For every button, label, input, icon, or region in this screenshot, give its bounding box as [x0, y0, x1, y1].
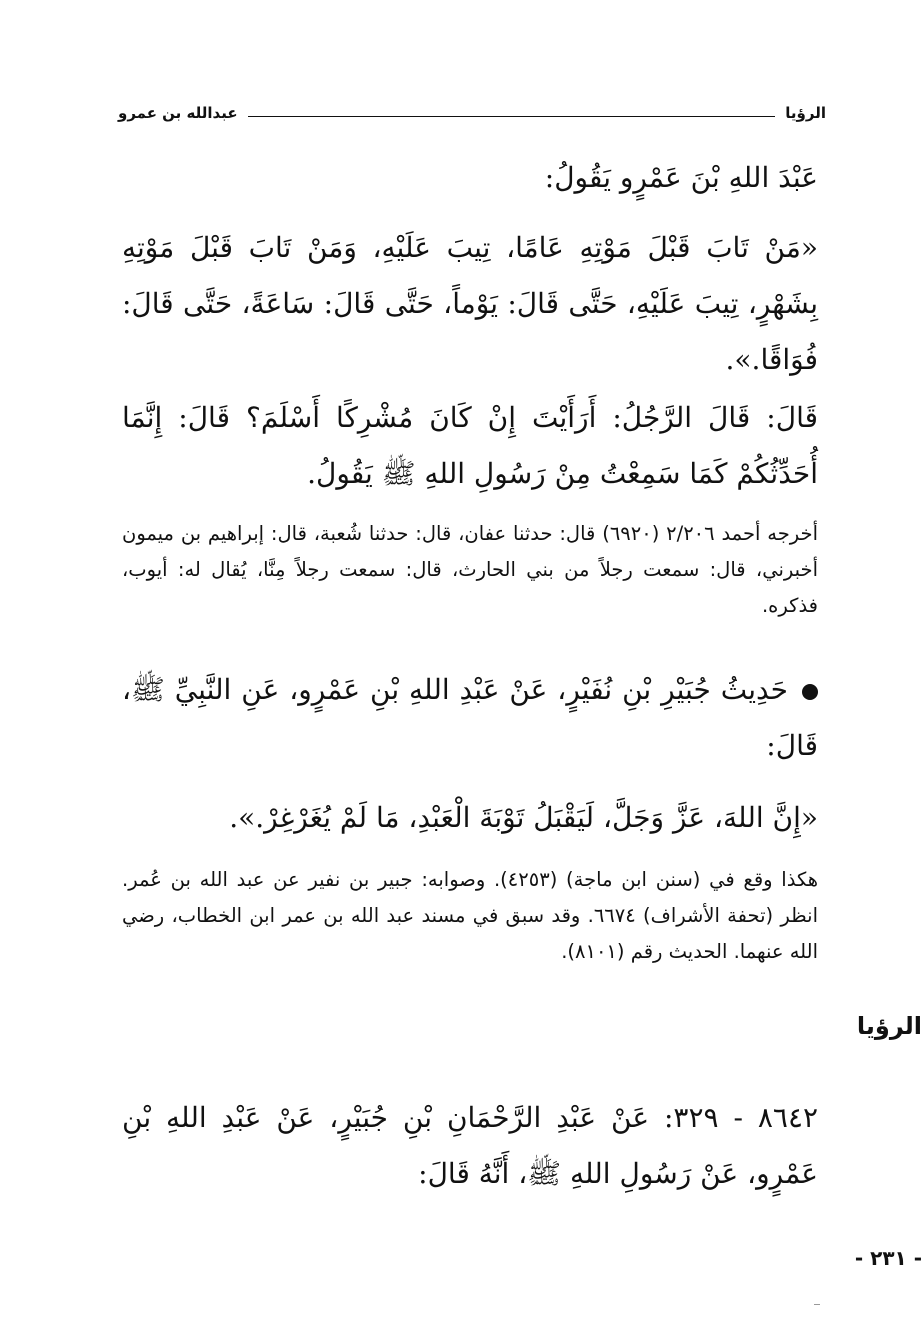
footnote-1: أخرجه أحمد ٢/٢٠٦ (٦٩٢٠) قال: حدثنا عفان، قال: حدثنا شُعبة، قال: إبراهيم بن ميمون أخبرني، قال: سمعت رجلاً من بني الحارث، قال: سمعت رجلاً مِنَّا، يُقال له: أيوب، فذكره.	[122, 522, 818, 617]
bullet-text: حَدِيثُ جُبَيْرِ بْنِ نُفَيْرٍ، عَنْ عَبْدِ اللهِ بْنِ عَمْرٍو، عَنِ النَّبِيِّ ﷺ، قَالَ:	[122, 673, 818, 762]
bullet-paragraph	[122, 662, 818, 774]
intro-line: عَبْدَ اللهِ بْنَ عَمْرٍو يَقُولُ:	[544, 161, 818, 194]
header-section-title: الرؤيا	[785, 104, 826, 122]
hadith-text-1: «مَنْ تَابَ قَبْلَ مَوْتِهِ عَامًا، تِيبَ عَلَيْهِ، وَمَنْ تَابَ قَبْلَ مَوْتِهِ بِشَهْرٍ، تِيبَ عَلَيْهِ، حَتَّى قَالَ: يَوْماً، حَتَّى قَالَ: سَاعَةً، حَتَّى قَالَ: فُوَاقًا.».	[122, 231, 818, 376]
header-narrator: عبدالله بن عمرو	[118, 104, 238, 122]
bullet-icon	[802, 684, 818, 700]
hadith-text-2: «إِنَّ اللهَ، عَزَّ وَجَلَّ، لَيَقْبَلُ تَوْبَةَ الْعَبْدِ، مَا لَمْ يُغَرْغِرْ.».	[229, 801, 818, 834]
footnote-2: هكذا وقع في (سنن ابن ماجة) (٤٢٥٣). وصوابه: جبير بن نفير عن عبد الله بن عُمر. انظر (تحفة الأشراف) ٦٦٧٤. وقد سبق في مسند عبد الله بن عمر ابن الخطاب، رضي الله عنهما. الحديث رقم (٨١٠١).	[122, 868, 819, 963]
scan-mark	[814, 1304, 820, 1305]
page-number: - ٢٣١ -	[854, 1246, 922, 1270]
hadith-text-3: ٨٦٤٢ - ٣٢٩: عَنْ عَبْدِ الرَّحْمَانِ بْنِ جُبَيْرٍ، عَنْ عَبْدِ اللهِ بْنِ عَمْرٍو، عَنْ رَسُولِ اللهِ ﷺ، أَنَّهُ قَالَ:	[122, 1101, 819, 1190]
running-header	[118, 100, 826, 126]
header-rule	[248, 116, 776, 117]
section-heading: الرؤيا	[856, 1012, 922, 1040]
dialog-paragraph: قَالَ: قَالَ الرَّجُلُ: أَرَأَيْتَ إِنْ كَانَ مُشْرِكًا أَسْلَمَ؟ قَالَ: إِنَّمَا أُحَدِّثُكُمْ كَمَا سَمِعْتُ مِنْ رَسُولِ اللهِ ﷺ يَقُولُ.	[122, 401, 818, 490]
